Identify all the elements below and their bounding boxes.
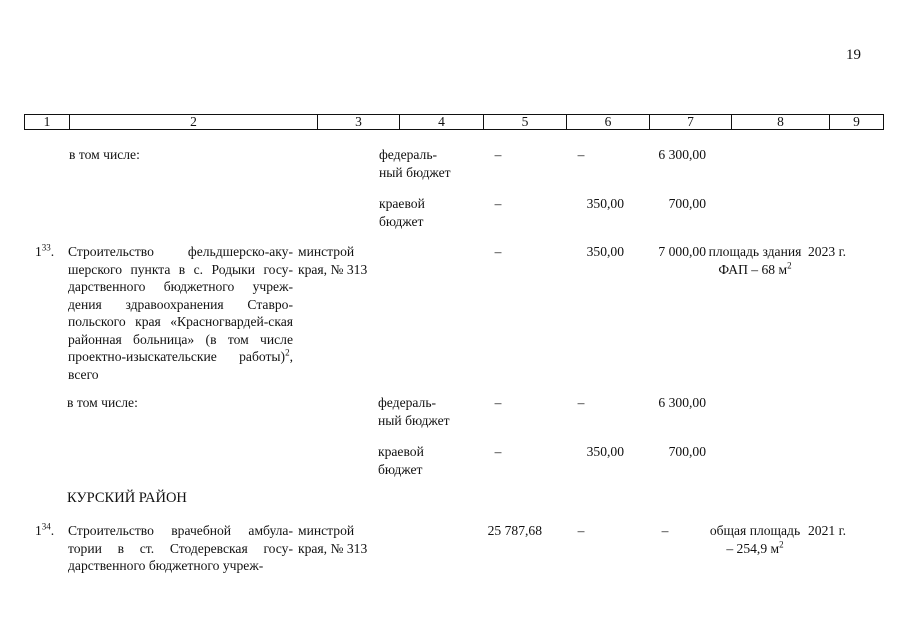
column-header: 4 <box>400 115 484 129</box>
cell-col6: 350,00 <box>586 196 624 211</box>
cell-col5: – <box>494 147 502 162</box>
year-cell: 2023 г. <box>808 244 847 259</box>
cell-col6: 350,00 <box>586 244 624 259</box>
funding-source-federal: федераль-ный бюджет <box>379 147 451 180</box>
cell-col5: – <box>494 244 502 259</box>
including-label: в том числе: <box>69 147 140 162</box>
column-header: 9 <box>853 114 860 129</box>
column-header: 1 <box>25 115 70 129</box>
cell-col6: – <box>577 395 585 410</box>
row-number: $1^{33}$. <box>35 242 55 259</box>
cell-col7: 6 300,00 <box>658 395 706 410</box>
year-cell: 2021 г. <box>808 523 847 538</box>
cell-col5: – <box>494 395 502 410</box>
cell-col6: – <box>577 523 585 538</box>
object-name: Строительство врачебной амбула-тории в ст. Стодеревская госу-дарственного бюджетного учреж- <box>68 523 293 573</box>
column-header: 5 <box>484 115 567 129</box>
cell-col7: 700,00 <box>668 196 706 211</box>
column-header: 7 <box>650 115 732 129</box>
column-header: 6 <box>567 115 650 129</box>
section-title: КУРСКИЙ РАЙОН <box>67 490 187 506</box>
funding-source-regional: краевой бюджет <box>378 444 424 477</box>
funding-source-regional: краевой бюджет <box>379 196 425 229</box>
capacity-cell: площадь здания ФАП – 68 $м^2$ <box>708 244 802 277</box>
cell-col7: 6 300,00 <box>658 147 706 162</box>
cell-col7: – <box>661 523 669 538</box>
object-name: Строительство фельдшерско-аку-шерского пункта в с. Родыки госу-дарственного бюджетного учреж-дения здравоохранения Ставро-польского края «Красногвардей-ская районная больница» (в том числе проектно-изыскательские работы)$^2$, всего <box>68 244 293 382</box>
including-label: в том числе: <box>67 395 138 410</box>
funding-source-federal: федераль-ный бюджет <box>378 395 450 428</box>
cell-col6: – <box>577 147 585 162</box>
row-number: $1^{34}$. <box>35 521 55 538</box>
cell-col5: – <box>494 196 502 211</box>
table-header-row <box>24 114 884 130</box>
capacity-cell: общая площадь – 254,9 $м^2$ <box>709 523 801 556</box>
ministry-cell: минстрой края, № 313 <box>298 523 368 556</box>
column-header: 3 <box>318 115 400 129</box>
column-header: 8 <box>732 115 830 129</box>
cell-col5: – <box>494 444 502 459</box>
ministry-cell: минстрой края, № 313 <box>298 244 368 277</box>
cell-col7: 7 000,00 <box>658 244 706 259</box>
column-header: 2 <box>70 115 318 129</box>
page-number: 19 <box>846 47 861 63</box>
cell-col7: 700,00 <box>668 444 706 459</box>
cell-col6: 350,00 <box>586 444 624 459</box>
cell-col5: 25 787,68 <box>487 523 542 538</box>
